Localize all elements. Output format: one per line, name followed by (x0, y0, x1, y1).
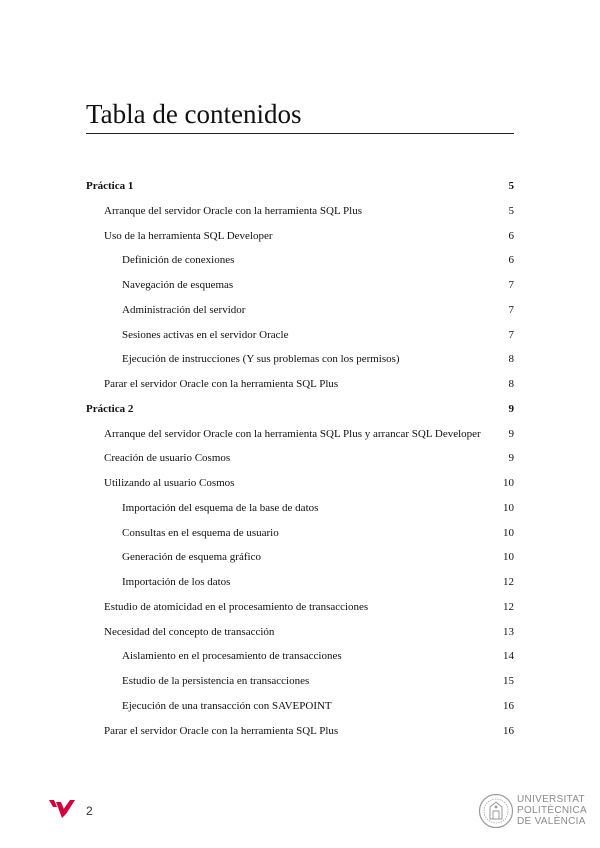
toc-entry-title: Parar el servidor Oracle con la herramienta SQL Plus (104, 378, 339, 390)
page-title: Tabla de contenidos (86, 99, 302, 129)
toc-entry-title: Uso de la herramienta SQL Developer (104, 230, 273, 242)
toc-entry-page: 15 (503, 675, 514, 687)
toc-entry[interactable] (0, 698, 600, 714)
toc-entry[interactable] (0, 228, 600, 244)
toc-entry-page: 5 (508, 180, 514, 192)
toc-entry-page: 9 (508, 428, 514, 440)
toc-entry[interactable] (0, 624, 600, 640)
toc-entry[interactable] (0, 574, 600, 590)
toc-entry-title: Aislamiento en el procesamiento de transacciones (122, 650, 342, 662)
toc-entry-page: 5 (508, 205, 514, 217)
toc-entry[interactable] (0, 475, 600, 491)
toc-entry-title: Generación de esquema gráfico (122, 551, 261, 563)
toc-entry[interactable] (0, 500, 600, 516)
toc-entry-title: Definición de conexiones (122, 254, 235, 266)
toc-entry-page: 8 (508, 378, 514, 390)
toc-entry-title: Creación de usuario Cosmos (104, 452, 231, 464)
toc-entry-page: 16 (503, 700, 514, 712)
toc-entry[interactable] (0, 450, 600, 466)
toc-entry-title: Utilizando al usuario Cosmos (104, 477, 235, 489)
upv-logo-icon (48, 798, 76, 820)
university-name-line: DE VALÈNCIA (517, 816, 586, 827)
toc-section-entry[interactable] (0, 178, 600, 194)
university-name (517, 794, 597, 827)
toc-entry[interactable] (0, 426, 600, 442)
toc-entry[interactable] (0, 327, 600, 343)
toc-entry-title: Práctica 1 (86, 180, 134, 192)
toc-entry[interactable] (0, 302, 600, 318)
toc-entry[interactable] (0, 203, 600, 219)
toc-entry-page: 7 (508, 329, 514, 341)
toc-entry-title: Importación del esquema de la base de datos (122, 502, 319, 514)
toc-entry[interactable] (0, 599, 600, 615)
toc-entry-page: 7 (508, 279, 514, 291)
toc-entry-title: Práctica 2 (86, 403, 134, 415)
toc-entry[interactable] (0, 549, 600, 565)
toc-entry[interactable] (0, 252, 600, 268)
university-name-line: POLITÈCNICA (517, 805, 587, 816)
toc-entry-title: Arranque del servidor Oracle con la herramienta SQL Plus y arrancar SQL Developer (104, 428, 481, 440)
toc-entry[interactable] (0, 277, 600, 293)
toc-entry-page: 10 (503, 527, 514, 539)
university-name-line: UNIVERSITAT (517, 794, 585, 805)
toc-entry-page: 9 (508, 452, 514, 464)
toc-entry-title: Sesiones activas en el servidor Oracle (122, 329, 289, 341)
toc-entry-page: 10 (503, 477, 514, 489)
toc-entry[interactable] (0, 673, 600, 689)
toc-entry-title: Consultas en el esquema de usuario (122, 527, 279, 539)
toc-entry-page: 8 (508, 353, 514, 365)
toc-entry-title: Arranque del servidor Oracle con la herramienta SQL Plus (104, 205, 363, 217)
toc-entry-title: Parar el servidor Oracle con la herramienta SQL Plus (104, 725, 339, 737)
toc-entry-title: Estudio de atomicidad en el procesamiento de transacciones (104, 601, 369, 613)
university-seal-icon (478, 793, 514, 829)
toc-entry-page: 12 (503, 576, 514, 588)
toc-entry-page: 14 (503, 650, 514, 662)
toc-entry-title: Ejecución de instrucciones (Y sus problemas con los permisos) (122, 353, 400, 365)
toc-entry-page: 10 (503, 502, 514, 514)
toc-entry-page: 7 (508, 304, 514, 316)
toc-entry-title: Importación de los datos (122, 576, 231, 588)
toc-entry[interactable] (0, 351, 600, 367)
toc-entry-page: 13 (503, 626, 514, 638)
toc-entry-page: 6 (508, 230, 514, 242)
toc-entry-title: Navegación de esquemas (122, 279, 234, 291)
toc-entry[interactable] (0, 648, 600, 664)
page-number: 2 (86, 804, 93, 818)
toc-entry-page: 9 (508, 403, 514, 415)
title-divider (86, 133, 514, 134)
toc-entry[interactable] (0, 525, 600, 541)
toc-entry-title: Administración del servidor (122, 304, 246, 316)
toc-entry-page: 6 (508, 254, 514, 266)
toc-entry-title: Estudio de la persistencia en transacciones (122, 675, 310, 687)
toc-entry-title: Ejecución de una transacción con SAVEPOINT (122, 700, 332, 712)
toc-entry-page: 12 (503, 601, 514, 613)
toc-entry[interactable] (0, 376, 600, 392)
toc-entry-page: 10 (503, 551, 514, 563)
toc-entry[interactable] (0, 723, 600, 739)
toc-entry-page: 16 (503, 725, 514, 737)
toc-entry-title: Necesidad del concepto de transacción (104, 626, 275, 638)
toc-section-entry[interactable] (0, 401, 600, 417)
